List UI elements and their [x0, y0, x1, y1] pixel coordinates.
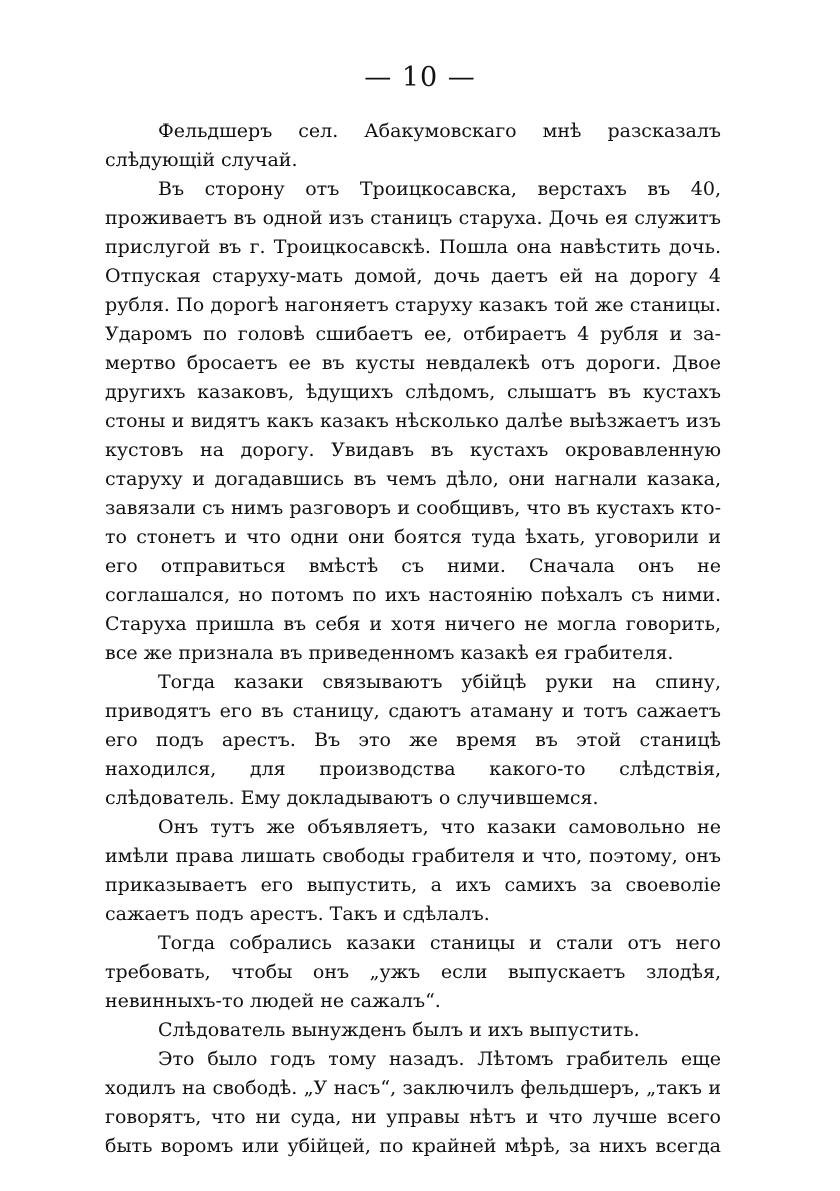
paragraph-1: Фельдшеръ сел. Абакумовскаго мнѣ разсказалъ слѣдующій случай. — [105, 120, 721, 171]
paragraph-5: Тогда собрались казаки станицы и стали отъ него требовать, чтобы онъ „ужъ если выпускаетъ злодѣя, невинныхъ-то людей не сажалъ“. — [105, 932, 721, 1012]
body-text — [105, 117, 721, 1161]
paragraph-2: Въ сторону отъ Троицкосавска, верстахъ въ 40, проживаетъ въ одной изъ станицъ старуха. Дочь ея служитъ прислугой въ г. Троицкосавскѣ. Пошла она навѣстить дочь. Отпуская старуху-мать домой, дочь даетъ ей на дорогу 4 рубля. По дорогѣ нагоняетъ старуху казакъ той же станицы. Ударомъ по головѣ сшибаетъ ее, отбираетъ 4 рубля и за-мертво бросаетъ ее въ кусты невдалекѣ отъ дороги. Двое другихъ казаковъ, ѣдущихъ слѣдомъ, слышатъ въ кустахъ стоны и видятъ какъ казакъ нѣсколько далѣе выѣзжаетъ изъ кустовъ на дорогу. Увидавъ въ кустахъ окровавленную старуху и догадавшись въ чемъ дѣло, они нагнали казака, завязали съ нимъ разговоръ и сообщивъ, что въ кустахъ кто-то стонетъ и что одни они боятся туда ѣхать, уговорили и его отправиться вмѣстѣ съ ними. Сначала онъ не соглашался, но потомъ по ихъ настоянію поѣхалъ съ ними. Старуха пришла въ себя и хотя ничего не могла говорить, все же признала въ приведенномъ казакѣ ея грабителя. — [105, 178, 721, 664]
paragraph-3: Тогда казаки связываютъ убійцѣ руки на спину, приводятъ его въ станицу, сдаютъ атаману и тотъ сажаетъ его подъ арестъ. Въ это же время въ этой станицѣ находился, для производства какого-то слѣдствія, слѣдователь. Ему докладываютъ о случившемся. — [105, 671, 721, 809]
paragraph-7: Это было годъ тому назадъ. Лѣтомъ грабитель еще ходилъ на свободѣ. „У насъ“, заключилъ фельдшеръ, „такъ и говорятъ, что ни суда, ни управы нѣтъ и что лучше всего быть воромъ или убійцей, по крайней мѣрѣ, за нихъ всегда — [105, 1048, 721, 1157]
page-number: — 10 — — [364, 62, 476, 93]
paragraph-4: Онъ тутъ же объявляетъ, что казаки самовольно не имѣли права лишать свободы грабителя и что, поэтому, онъ приказываетъ его выпустить, а ихъ самихъ за своеволіе сажаетъ подъ арестъ. Такъ и сдѣлалъ. — [105, 816, 721, 925]
paragraph-6: Слѣдователь вынужденъ былъ и ихъ выпустить. — [158, 1019, 640, 1041]
